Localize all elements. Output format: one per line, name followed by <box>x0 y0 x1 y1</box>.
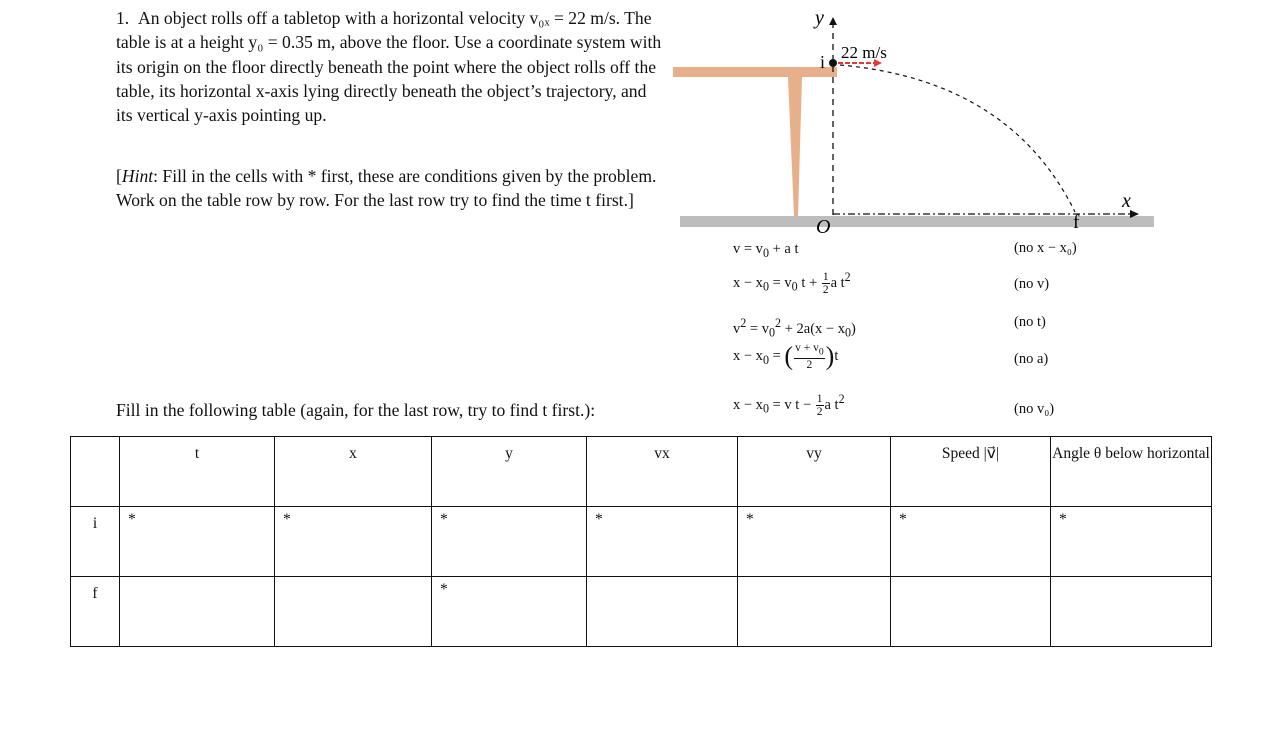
header-blank <box>71 437 120 507</box>
trajectory <box>840 65 1075 212</box>
equation-2: $x - x_0 = v_0$ t + $\frac{1}{2}$ a $t^2$ <box>733 270 851 296</box>
cell-final-speed[interactable] <box>891 577 1051 647</box>
header-row <box>71 437 1212 507</box>
header-vy: vy <box>738 437 891 507</box>
hint-text: : Fill in the cells with * first, these are conditions given by the problem. Work on the table row by row. For the last row try to find the time t first.] <box>116 166 657 211</box>
header-x: x <box>275 437 432 507</box>
cell-initial-speed[interactable]: * <box>891 507 1051 577</box>
cell-initial-vy[interactable]: * <box>738 507 891 577</box>
equation-5: $x - x_0 = v$ t − $\frac{1}{2}$ a $t^2$ <box>733 392 845 418</box>
header-angle: Angle θ below horizontal <box>1051 437 1212 507</box>
projectile-diagram <box>670 0 1160 240</box>
equation-3: $v^2 = v_0^2 + 2a(x - x_0)$ <box>733 316 856 340</box>
cell-initial-y[interactable]: * <box>432 507 587 577</box>
header-y: y <box>432 437 587 507</box>
cell-initial-x[interactable]: * <box>275 507 432 577</box>
header-speed: Speed |v⃗| <box>891 437 1051 507</box>
y-axis-label: y <box>815 7 824 29</box>
table-instruction: Fill in the following table (again, for the last row, try to find t first.): <box>116 400 596 420</box>
final-point-label: f <box>1073 212 1080 233</box>
row-label-final: f <box>71 577 120 647</box>
equation-4-note: (no a) <box>1014 351 1049 367</box>
cell-initial-vx[interactable]: * <box>587 507 738 577</box>
table-row <box>71 577 1212 647</box>
problem-statement: 1. An object rolls off a tabletop with a horizontal velocity v₀ₓ = 22 m/s. The table is at a height y₀ = 0.35 m, above the floor. Use a coordinate system with its origin on the floor directly beneath the point where the object rolls off the table, its horizontal x-axis lying directly beneath the object’s trajectory, and its vertical y-axis pointing up. <box>116 8 662 126</box>
row-label-initial: i <box>71 507 120 577</box>
equation-5-note: (no v₀) <box>1014 401 1055 417</box>
equation-2-note: (no v) <box>1014 276 1050 292</box>
initial-point-label: i <box>820 52 826 72</box>
equation-3-note: (no t) <box>1014 314 1046 330</box>
floor <box>680 216 1154 227</box>
object-dot <box>829 59 837 67</box>
header-vx: vx <box>587 437 738 507</box>
table-row <box>71 507 1212 577</box>
hint-paragraph: [Hint: Fill in the cells with * first, these are conditions given by the problem. Work on the table row by row. For the last row try to find the time t first.] <box>116 166 657 211</box>
velocity-label: 22 m/s <box>841 43 887 62</box>
equation-1-note: (no x − x₀) <box>1014 240 1077 256</box>
tabletop <box>673 67 837 77</box>
cell-final-y[interactable]: * <box>432 577 587 647</box>
x-axis-label: x <box>1122 190 1131 212</box>
table-leg <box>788 77 802 216</box>
cell-initial-angle[interactable]: * <box>1051 507 1212 577</box>
kinematics-table <box>70 436 1212 647</box>
y-axis-arrowhead <box>829 17 837 25</box>
cell-final-x[interactable] <box>275 577 432 647</box>
equation-4: $x - x_0$ = ( $\frac{v + v_0}{2}$ )t <box>733 341 839 372</box>
cell-final-t[interactable] <box>120 577 275 647</box>
header-t: t <box>120 437 275 507</box>
cell-final-angle[interactable] <box>1051 577 1212 647</box>
cell-initial-t[interactable]: * <box>120 507 275 577</box>
hint-label: Hint <box>121 166 154 186</box>
cell-final-vy[interactable] <box>738 577 891 647</box>
equation-1: $v = v_0 + a$ t <box>733 241 799 260</box>
cell-final-vx[interactable] <box>587 577 738 647</box>
origin-label: O <box>816 216 831 238</box>
